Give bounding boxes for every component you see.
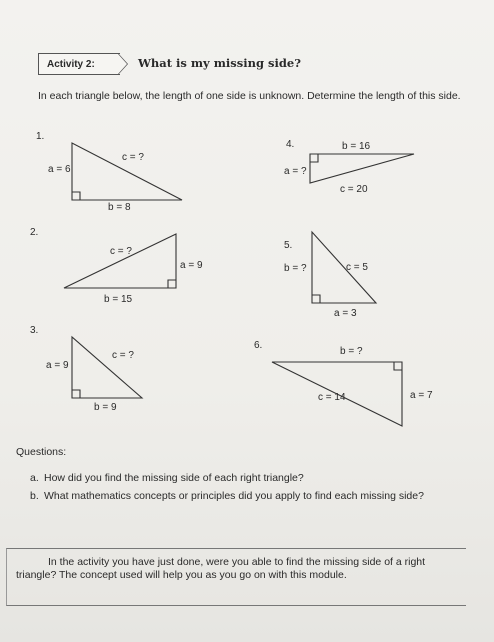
- triangle-2: [64, 234, 176, 288]
- question-b: [30, 490, 460, 503]
- right-angle-4: [310, 154, 318, 162]
- right-angle-6: [394, 362, 402, 370]
- triangle-4-number: 4.: [286, 139, 295, 150]
- triangle-3-side-b: b = 9: [94, 402, 117, 413]
- triangle-6-side-a: a = 7: [410, 390, 433, 401]
- triangle-1-side-c: c = ?: [122, 152, 144, 163]
- right-angle-5: [312, 295, 320, 303]
- triangle-5-side-b: b = ?: [284, 263, 307, 274]
- triangle-4-side-c: c = 20: [340, 184, 368, 195]
- triangle-4: [310, 154, 414, 183]
- triangle-5-side-a: a = 3: [334, 308, 357, 319]
- triangle-2-side-b: b = 15: [104, 294, 133, 305]
- triangle-1-number: 1.: [36, 131, 45, 142]
- right-angle-2: [168, 280, 176, 288]
- triangle-3-number: 3.: [30, 325, 39, 336]
- question-a-marker: a.: [30, 472, 39, 484]
- activity-label: Activity 2:: [38, 53, 120, 75]
- instructions: In each triangle below, the length of one side is unknown. Determine the length of this side.: [38, 90, 461, 102]
- triangle-5-side-c: c = 5: [346, 262, 368, 273]
- right-angle-1: [72, 192, 80, 200]
- triangle-6-side-b: b = ?: [340, 346, 363, 357]
- triangle-2-side-c: c = ?: [110, 246, 132, 257]
- question-a-text: How did you find the missing side of each right triangle?: [44, 472, 304, 484]
- triangle-1-side-a: a = 6: [48, 164, 71, 175]
- triangle-3-side-c: c = ?: [112, 350, 134, 361]
- right-angle-3: [72, 390, 80, 398]
- triangle-5-number: 5.: [284, 240, 293, 251]
- triangle-4-side-a: a = ?: [284, 166, 307, 177]
- question-b-text: What mathematics concepts or principles did you apply to find each missing side?: [44, 490, 424, 502]
- triangle-2-number: 2.: [30, 227, 39, 238]
- triangle-3-side-a: a = 9: [46, 360, 69, 371]
- closing-note: In the activity you have just done, were you able to find the missing side of a right triangle? The concept used will help you as you go on with this module.: [16, 556, 426, 581]
- questions-heading: Questions:: [16, 446, 67, 458]
- question-b-marker: b.: [30, 490, 39, 502]
- activity-title: What is my missing side?: [138, 56, 301, 70]
- triangle-2-side-a: a = 9: [180, 260, 203, 271]
- question-a: [30, 472, 460, 485]
- triangle-6-number: 6.: [254, 340, 263, 351]
- triangle-4-side-b: b = 16: [342, 141, 371, 152]
- triangle-6-side-c: c = 14: [318, 392, 346, 403]
- triangle-1-side-b: b = 8: [108, 202, 131, 213]
- triangle-3: [72, 337, 142, 398]
